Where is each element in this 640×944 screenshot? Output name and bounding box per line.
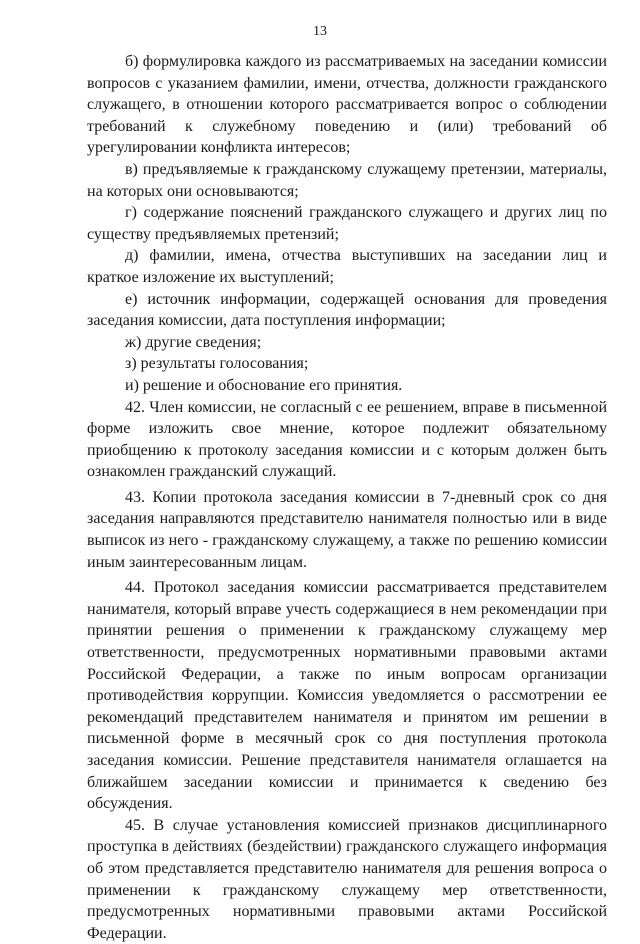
paragraph-v: в) предъявляемые к гражданскому служащему претензии, материалы, на которых они основываются; (87, 160, 607, 200)
paragraph-b: б) формулировка каждого из рассматриваемых на заседании комиссии вопросов с указанием фамилии, имени, отчества, должности гражданского служащего, в отношении которого рассматривается вопрос о соблюдении требований к служебному поведению и (или) требований об урегулировании конфликта интересов; (87, 53, 607, 157)
paragraph-42: 42. Член комиссии, не согласный с ее решением, вправе в письменной форме изложить свое мнение, которое подлежит обязательному приобщению к протоколу заседания комиссии и с которым должен быть ознакомлен гражданский служащий. (87, 398, 607, 481)
paragraph-zh: ж) другие сведения; (125, 333, 262, 351)
page-number: 13 (313, 24, 327, 39)
document-body (87, 51, 607, 944)
paragraph-e: е) источник информации, содержащей основания для проведения заседания комиссии, дата поступления информации; (87, 290, 607, 330)
paragraph-43: 43. Копии протокола заседания комиссии в 7-дневный срок со дня заседания направляются представителю нанимателя полностью или в виде выписок из него - гражданскому служащему, а также по решению комиссии иным заинтересованным лицам. (87, 488, 607, 571)
paragraph-g: г) содержание пояснений гражданского служащего и других лиц по существу предъявляемых претензий; (87, 204, 607, 243)
paragraph-d: д) фамилии, имена, отчества выступивших на заседании лиц и краткое изложение их выступлений; (87, 247, 607, 286)
paragraph-44: 44. Протокол заседания комиссии рассматривается представителем нанимателя, который вправе учесть содержащиеся в нем рекомендации при принятии решения о применении к гражданскому служащему мер ответственности, предусмотренных нормативными правовыми актами Российской Федерации, а также по иным вопросам организации противодействия коррупции. Комиссия уведомляется о рассмотрении ее рекомендаций представителем нанимателя и принятом им решении в письменной форме в месячный срок со дня поступления протокола заседания комиссии. Решение представителя нанимателя оглашается на ближайшем заседании комиссии и принимается к сведению без обсуждения. (87, 579, 607, 813)
paragraph-z: з) результаты голосования; (125, 355, 309, 373)
paragraph-i: и) решение и обоснование его принятия. (125, 376, 403, 394)
paragraph-45: 45. В случае установления комиссией признаков дисциплинарного проступка в действиях (бездействии) гражданского служащего информация об этом представляется представителю нанимателя для решения вопроса о применении к гражданскому служащему мер ответственности, предусмотренных нормативными правовыми актами Российской Федерации. (87, 816, 607, 942)
